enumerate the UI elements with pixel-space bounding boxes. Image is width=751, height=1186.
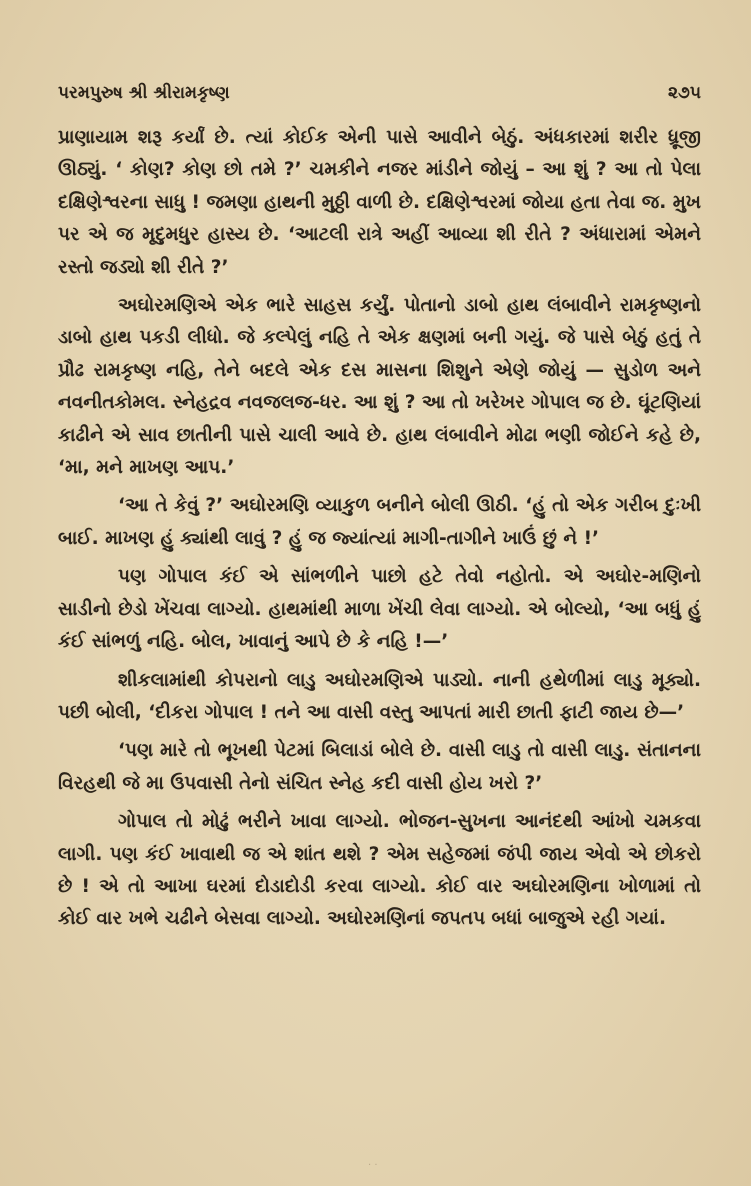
- paragraph-2: અઘોરમણિએ એક ભારે સાહસ કર્યું. પોતાનો ડાબો હાથ લંબાવીને રામકૃષ્ણનો ડાબો હાથ પકડી લીધો. જે કલ્પેલું નહિ તે એક ક્ષણમાં બની ગયું. જે પાસે બેઠું હતું તે પ્રૌઢ રામકૃષ્ણ નહિ, તેને બદલે એક દસ માસના શિશુને એણે જોયું — સુડોળ અને નવનીતકોમલ. સ્નેહદ્રવ નવજલજ-ધર. આ શું ? આ તો ખરેખર ગોપાલ જ છે. ઘૂંટણિયાં કાઢીને એ સાવ છાતીની પાસે ચાલી આવે છે. હાથ લંબાવીને મોઢા ભણી જોઈને કહે છે, ‘મા, મને માખણ આપ.’: [58, 295, 701, 479]
- body-text: [58, 122, 701, 936]
- paragraph-1: પ્રાણાયામ શરૂ કર્યાં છે. ત્યાં કોઈક એની પાસે આવીને બેઠું. અંધકારમાં શરીર ધ્રૂજી ઊઠ્યું. ‘ કોણ? કોણ છો તમે ?’ ચમકીને નજર માંડીને જોયું – આ શું ? આ તો પેલા દક્ષિણેશ્વરના સાધુ ! જમણા હાથની મુઠ્ઠી વાળી છે. દક્ષિણેશ્વરમાં જોયા હતા તેવા જ. મુખ પર એ જ મૃદુમધુર હાસ્ય છે. ‘આટલી રાત્રે અહીં આવ્યા શી રીતે ? અંધારામાં એમને રસ્તો જડ્યો શી રીતે ?’: [58, 127, 701, 278]
- running-header: [58, 78, 701, 108]
- paragraph-4: પણ ગોપાલ કંઈ એ સાંભળીને પાછો હટે તેવો નહોતો. એ અઘોર-મણિનો સાડીનો છેડો ખેંચવા લાગ્યો. હાથમાંથી માળા ખેંચી લેવા લાગ્યો. એ બોલ્યો, ‘આ બધું હું કંઈ સાંભળું નહિ. બોલ, ખાવાનું આપે છે કે નહિ !—’: [58, 566, 701, 653]
- paragraph-5: શીકલામાંથી કોપરાનો લાડુ અઘોરમણિએ પાડ્યો. નાની હથેળીમાં લાડુ મૂક્યો. પછી બોલી, ‘દીકરા ગોપાલ ! તને આ વાસી વસ્તુ આપતાં મારી છાતી ફાટી જાય છે—’: [58, 669, 701, 723]
- paragraph-3: ‘આ તે કેવું ?’ અઘોરમણિ વ્યાકુળ બનીને બોલી ઊઠી. ‘હું તો એક ગરીબ દુઃખી બાઈ. માખણ હું ક્યાંથી લાવું ? હું જ જ્યાંત્યાં માગી-તાગીને ખાઉં છું ને !’: [58, 495, 701, 549]
- paragraph-6: ‘પણ મારે તો ભૂખથી પેટમાં બિલાડાં બોલે છે. વાસી લાડુ તો વાસી લાડુ. સંતાનના વિરહથી જે મા ઉપવાસી તેનો સંચિત સ્નેહ કદી વાસી હોય ખરો ?’: [58, 740, 701, 794]
- paragraph-7: ગોપાલ તો મોઢું ભરીને ખાવા લાગ્યો. ભોજન-સુખના આનંદથી આંખો ચમકવા લાગી. પણ કંઈ ખાવાથી જ એ શાંત થશે ? એમ સહેજમાં જંપી જાય એવો એ છોકરો છે ! એ તો આખા ઘરમાં દોડાદોડી કરવા લાગ્યો. કોઈ વાર અઘોરમણિના ખોળામાં તો કોઈ વાર ખભે ચઢીને બેસવા લાગ્યો. અઘોરમણિનાં જપતપ બધાં બાજુએ રહી ગયાં.: [58, 811, 701, 930]
- running-title: પરમપુરુષ શ્રી શ્રીરામકૃષ્ણ: [58, 83, 230, 103]
- printer-mark: · ·: [368, 1160, 378, 1171]
- page-number: ૨૭૫: [668, 83, 701, 103]
